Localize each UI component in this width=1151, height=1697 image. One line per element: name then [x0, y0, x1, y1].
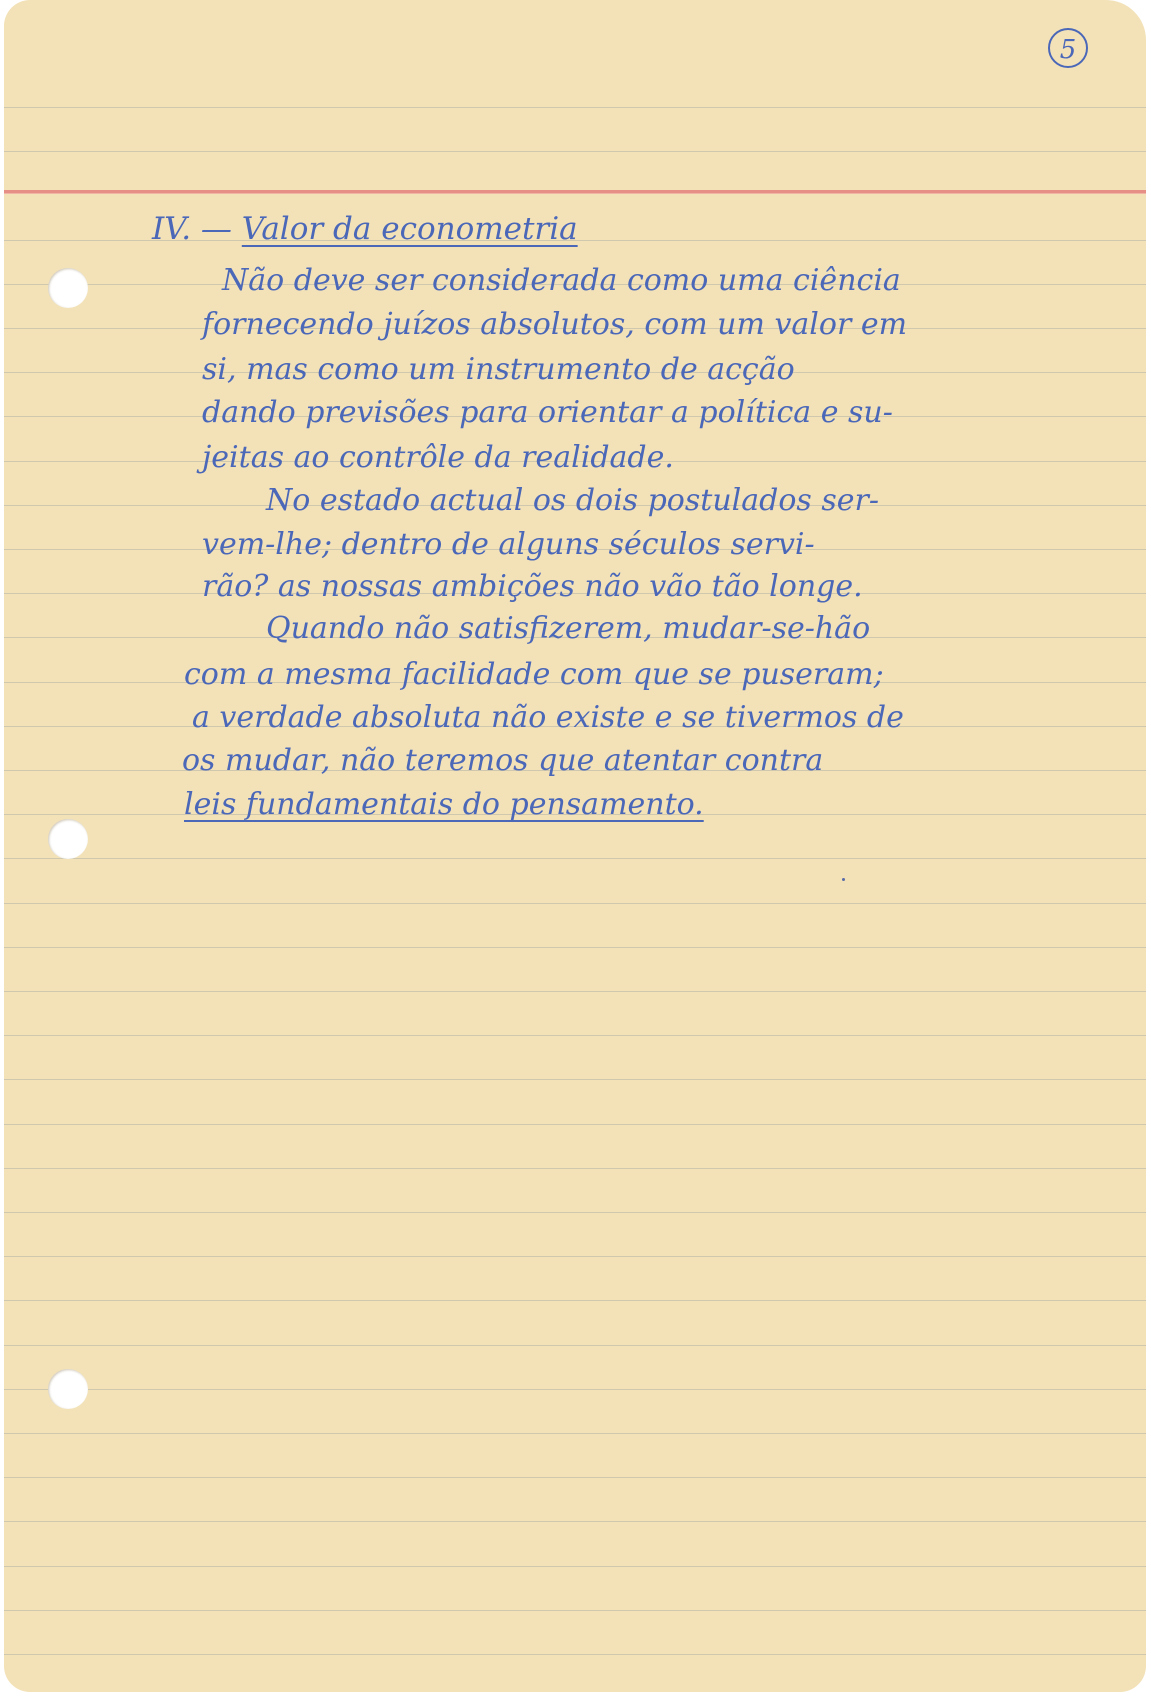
ruled-line	[4, 1212, 1146, 1213]
ruled-line	[4, 151, 1146, 152]
ruled-line	[4, 903, 1146, 904]
text-line: os mudar, não teremos que atentar contra	[182, 743, 824, 778]
ruled-line	[4, 1168, 1146, 1169]
ruled-line	[4, 858, 1146, 859]
text-line: a verdade absoluta não existe e se tivermos de	[192, 700, 904, 735]
text-line: No estado actual os dois postulados ser-	[266, 483, 879, 518]
text-line: com a mesma facilidade com que se puseram;	[184, 657, 884, 692]
ruled-line	[4, 1521, 1146, 1522]
punch-hole	[48, 819, 88, 859]
ruled-line	[4, 1654, 1146, 1655]
text-line: Quando não satisfizerem, mudar-se-hão	[266, 611, 871, 646]
ruled-line	[4, 1256, 1146, 1257]
ruled-line	[4, 1079, 1146, 1080]
ruled-line	[4, 1389, 1146, 1390]
text-line: si, mas como um instrumento de acção	[202, 352, 795, 387]
text-line: rão? as nossas ambições não vão tão longe.	[202, 569, 863, 604]
text-line: leis fundamentais do pensamento.	[184, 787, 704, 822]
heading-title: Valor da econometria	[241, 211, 578, 247]
ruled-line	[4, 1566, 1146, 1567]
ruled-line	[4, 991, 1146, 992]
ruled-line	[4, 1433, 1146, 1434]
ruled-line	[4, 947, 1146, 948]
ruled-line	[4, 1610, 1146, 1611]
ruled-line	[4, 1345, 1146, 1346]
heading-numeral: IV. —	[152, 211, 232, 247]
punch-hole	[48, 1369, 88, 1409]
text-line: jeitas ao contrôle da realidade.	[202, 440, 674, 475]
text-line: fornecendo juízos absolutos, com um valor em	[202, 307, 908, 342]
ink-dot	[842, 878, 845, 881]
ruled-line	[4, 107, 1146, 108]
ruled-line	[4, 1300, 1146, 1301]
text-line: vem-lhe; dentro de alguns séculos servi-	[202, 527, 815, 562]
punch-hole	[48, 268, 88, 308]
section-heading	[152, 211, 578, 247]
notebook-page	[4, 0, 1146, 1692]
page-number: 5	[1048, 28, 1088, 68]
text-line: dando previsões para orientar a política e su-	[202, 395, 893, 430]
ruled-line	[4, 1035, 1146, 1036]
margin-rule	[4, 190, 1146, 194]
ruled-line	[4, 1477, 1146, 1478]
ruled-line	[4, 1124, 1146, 1125]
text-line: Não deve ser considerada como uma ciência	[222, 263, 901, 298]
